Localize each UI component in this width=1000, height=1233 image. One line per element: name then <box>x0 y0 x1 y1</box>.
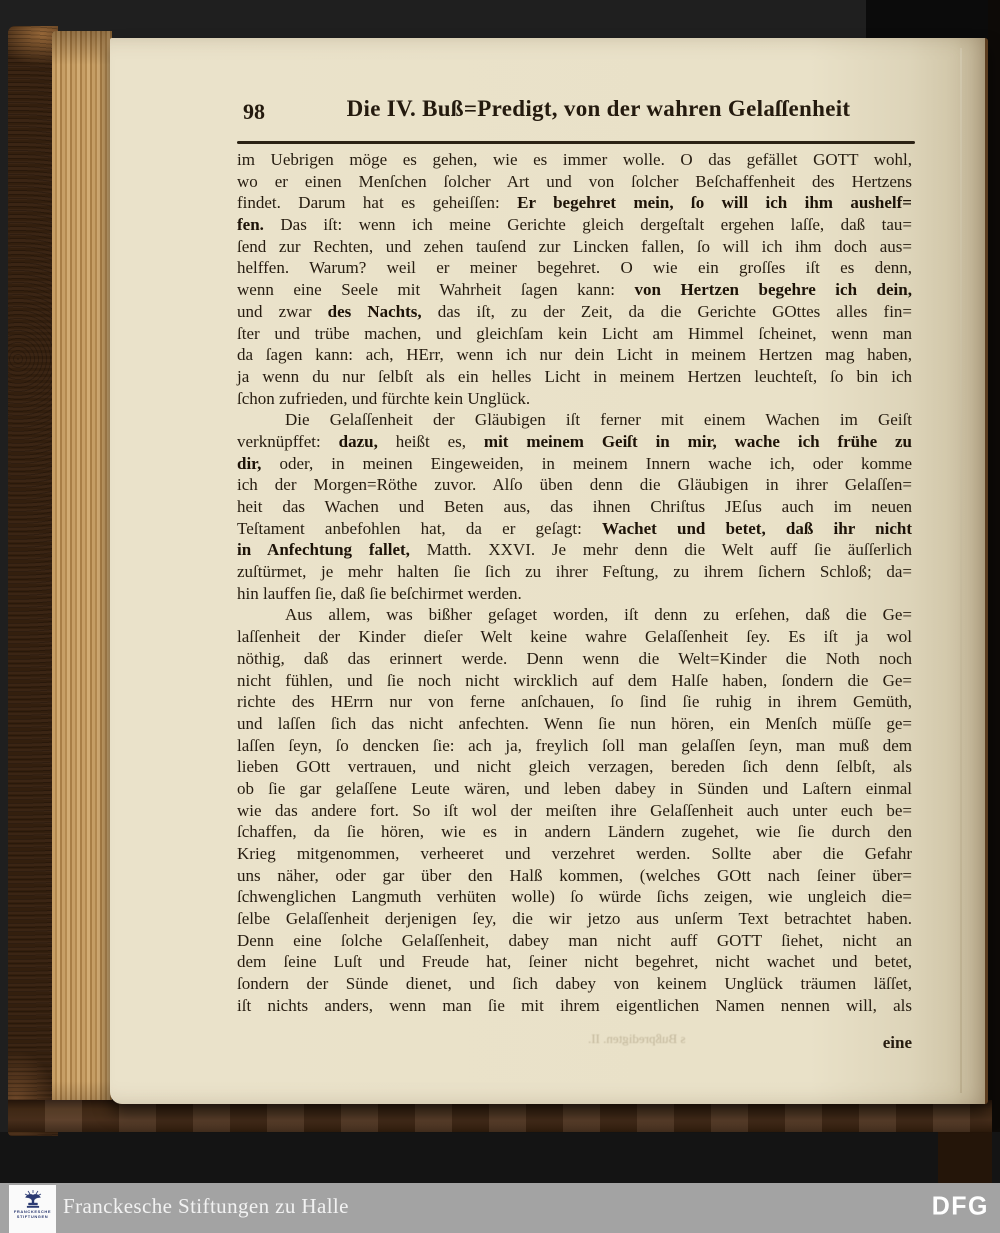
institution-name: Franckesche Stiftungen zu Halle <box>63 1194 349 1218</box>
text-line: zuſtürmet, je mehr halten ſie ſich zu ihrer Feſtung, zu ihrem ſichern Schloß; da= <box>237 562 912 582</box>
book-cover-spine <box>8 26 58 1136</box>
text-line: und zwar des Nachts, das iſt, zu der Zeit, da die Gerichte GOttes alles fin= <box>237 301 912 321</box>
running-title: Die IV. Buß=Predigt, von der wahren Gelaſſenheit <box>346 96 851 121</box>
franckesche-stiftungen-logo <box>9 1185 56 1233</box>
text-line: wo er einen Menſchen ſolcher Art und von ſolcher Beſchaffenheit des Hertzens <box>237 171 912 191</box>
franckesche-emblem-icon <box>20 1189 46 1209</box>
text-line: nöthig, daß das erinnert werde. Denn wenn die Welt=Kinder die Noth noch <box>237 648 912 668</box>
text-line: ja wenn du nur ſelbſt als ein helles Licht in meinem Hertzen leuchteſt, ſo bin ich <box>237 366 912 386</box>
text-line: uns näher, oder gar über den Halß kommen, (welches GOtt nach ſeiner über= <box>237 865 912 885</box>
bleedthrough-text: s Bußpredigten. II. <box>588 1031 686 1046</box>
text-line: verknüpffet: dazu, heißt es, mit meinem Geiſt in mir, wache ich frühe zu <box>237 431 913 451</box>
text-line: ſchon zufrieden, und fürchte kein Unglück. <box>237 388 531 408</box>
text-line: fen. Das iſt: wenn ich meine Gerichte gleich dergeſtalt ergehen laſſe, daß tau= <box>237 215 912 235</box>
page-number: 98 <box>243 99 265 124</box>
text-line: laſſenheit der Kinder dieſer Welt keine wahre Gelaſſenheit ſey. Es iſt ja wol <box>237 627 912 647</box>
text-line: nicht fühlen, und ſie noch nicht wircklich auf dem Halſe haben, ſondern die Ge= <box>237 670 912 690</box>
book-page <box>110 38 988 1104</box>
backdrop-bottom <box>0 1132 1000 1183</box>
text-line: dir, oder, in meinen Eingeweiden, in meinem Innern wache ich, oder komme <box>237 453 912 473</box>
book-board-edge <box>938 1128 992 1184</box>
text-line: findet. Darum hat es geheiſſen: Er begehret mein, ſo will ich ihm aushelf= <box>237 193 912 213</box>
text-line: heit das Wachen und Beten aus, das ihnen Chriſtus JEſus auch im neuen <box>237 497 912 516</box>
text-line: ob ſie gar gelaſſene Leute wären, und leben dabey in Sünden und Laſtern einmal <box>237 778 912 798</box>
text-line: ſchwenglichen Langmuth verhüten wolle) ſo würde ſichs zeigen, wie ungleich die= <box>237 887 912 907</box>
text-line: Denn eine ſolche Gelaſſenheit, dabey man nicht auff GOTT ſiehet, nicht an <box>237 930 912 950</box>
text-line: im Uebrigen möge es gehen, wie es immer wolle. O das gefället GOTT wohl, <box>237 150 912 169</box>
text-line: richte des HErrn nur von ferne anſchauen, ſo ſind ſie ruhig in ihrem Gemüth, <box>237 692 912 712</box>
text-line: helffen. Warum? weil er meiner begehret. O wie ein groſſes iſt es denn, <box>237 258 912 278</box>
text-line: da ſagen kann: ach, HErr, wenn ich nur dein Licht in meinem Hertzen mag haben, <box>237 345 912 365</box>
text-line: ich der Morgen=Röthe zuvor. Alſo üben denn die Gläubigen in ihrer Gelaſſen= <box>237 475 912 495</box>
text-line: Die Gelaſſenheit der Gläubigen iſt ferner mit einem Wachen im Geiſt <box>285 410 912 430</box>
text-line: ſelbe Gelaſſenheit derjenigen ſey, die wir jetzo aus unſerm Text betrachtet haben. <box>237 909 912 929</box>
header-rule <box>237 141 915 144</box>
text-line: ſondern der Sünde dienet, und ſich dabey von keinem Unglück träumen läſſet, <box>237 974 912 994</box>
text-line: laſſen ſeyn, ſo dencken ſie: ach ja, freylich ſoll man gelaſſen ſeyn, man muß dem <box>237 735 912 755</box>
catchword: eine <box>882 1033 912 1052</box>
text-line: wie das andere fort. So iſt wol der meiſten ihre Gelaſſenheit auch unter euch be= <box>237 800 912 820</box>
text-line: und laſſen ſich das nicht anfechten. Wenn ſie nun hören, ein Menſch müſſe ge= <box>237 713 912 733</box>
text-line: lieben GOtt vertrauen, und nicht gleich verzagen, bereden ſich denn ſelbſt, als <box>237 757 912 777</box>
page-gutter-crease <box>960 48 962 1093</box>
text-line: wenn eine Seele mit Wahrheit ſagen kann: von Hertzen begehre ich dein, <box>237 280 912 300</box>
logo-text-line2: STIFTUNGEN <box>16 1214 49 1219</box>
text-line: ſend zur Rechten, und zehen tauſend zur Lincken fallen, ſo will ich ihm doch aus= <box>237 236 912 256</box>
text-block <box>237 149 912 1017</box>
logo-text-line1: FRANCKESCHE <box>13 1209 52 1214</box>
text-line: hin lauffen ſie, daß ſie beſchirmet werden. <box>237 583 522 603</box>
text-line: in Anfechtung fallet, Matth. XXVI. Je mehr denn die Welt auff ſie äuſſerlich <box>237 540 912 560</box>
text-line: Aus allem, was bißher geſaget worden, iſt denn zu erſehen, daß die Ge= <box>285 605 912 625</box>
backdrop-right-gutter <box>988 0 1000 1140</box>
text-line: Krieg mitgenommen, verheeret und verzehret werden. Sollte aber die Gefahr <box>237 844 912 863</box>
page-fore-edge-stack <box>52 31 112 1111</box>
text-line: Teſtament anbefohlen hat, da er geſagt: Wachet und betet, daß ihr nicht <box>237 518 912 538</box>
dfg-logo: DFG <box>931 1191 989 1221</box>
viewer-footer <box>0 1183 1000 1233</box>
book-cover-bottom-edge <box>8 1100 992 1132</box>
text-line: dem ſeine Luſt und Freude hat, ſeiner nicht begehret, nicht wachet und betet, <box>237 952 912 972</box>
text-line: ſter und trübe machen, und gleichſam kein Licht am Himmel ſcheinet, wenn man <box>237 323 912 343</box>
text-line: ſchaffen, da ſie hören, wie es in andern Ländern zugehet, wie ſie durch den <box>237 822 912 842</box>
page-header <box>237 96 912 128</box>
text-line: iſt nichts anders, wenn man ſie mit ihrem eigentlichen Namen nennen will, als <box>237 995 912 1015</box>
